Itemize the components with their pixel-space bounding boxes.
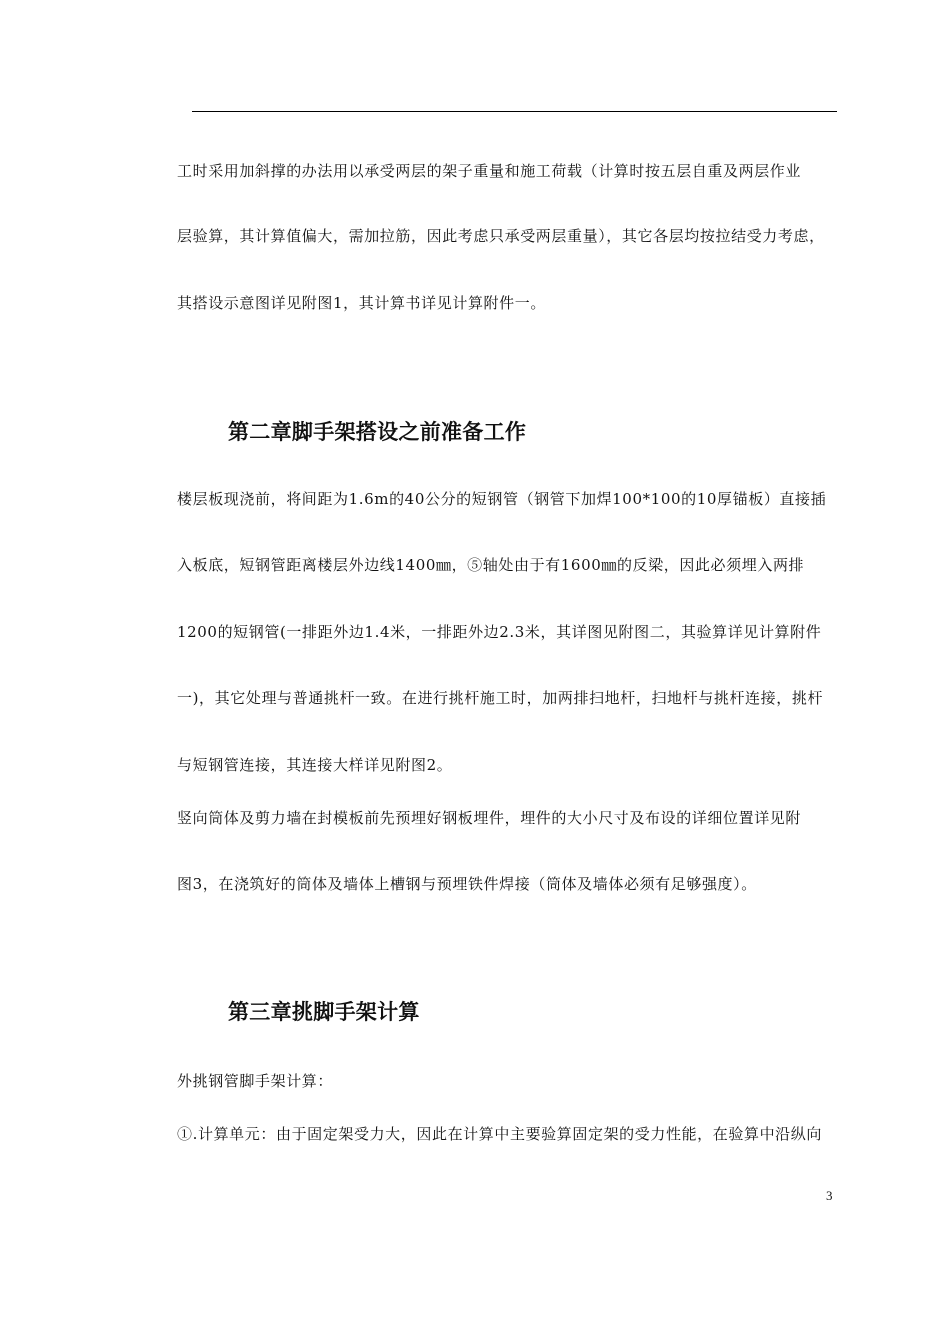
paragraph-line: 楼层板现浇前，将间距为1.6m的40公分的短钢管（钢管下加焊100*100的10厚锚板）直接插 xyxy=(177,490,827,508)
paragraph-line: 层验算，其计算值偏大，需加拉筋，因此考虑只承受两层重量），其它各层均按拉结受力考虑， xyxy=(177,227,825,245)
paragraph-line: 入板底，短钢管距离楼层外边线1400㎜，⑤轴处由于有1600㎜的反梁，因此必须埋入两排 xyxy=(177,556,805,574)
paragraph-line: 一)，其它处理与普通挑杆一致。在进行挑杆施工时，加两排扫地杆，扫地杆与挑杆连接，挑杆 xyxy=(177,689,824,707)
page-number: 3 xyxy=(826,1188,833,1203)
chapter-two-heading: 第二章脚手架搭设之前准备工作 xyxy=(228,420,527,444)
paragraph-line: 1200的短钢管(一排距外边1.4米，一排距外边2.3米，其详图见附图二，其验算详见计算附件 xyxy=(177,623,822,641)
paragraph-line: 图3，在浇筑好的筒体及墙体上槽钢与预埋铁件焊接（筒体及墙体必须有足够强度）。 xyxy=(177,875,757,893)
paragraph-line: 竖向筒体及剪力墙在封模板前先预埋好钢板埋件，埋件的大小尺寸及布设的详细位置详见附 xyxy=(177,809,802,827)
chapter-three-heading: 第三章挑脚手架计算 xyxy=(228,1000,420,1024)
paragraph-line: 与短钢管连接，其连接大样详见附图2。 xyxy=(177,756,453,774)
header-rule xyxy=(192,111,837,112)
paragraph-line: 工时采用加斜撑的办法用以承受两层的架子重量和施工荷载（计算时按五层自重及两层作业 xyxy=(177,162,802,180)
paragraph-line: 外挑钢管脚手架计算： xyxy=(177,1072,334,1090)
paragraph-line: 其搭设示意图详见附图1，其计算书详见计算附件一。 xyxy=(177,294,546,312)
paragraph-line: ①.计算单元：由于固定架受力大，因此在计算中主要验算固定架的受力性能，在验算中沿纵向 xyxy=(177,1125,822,1143)
